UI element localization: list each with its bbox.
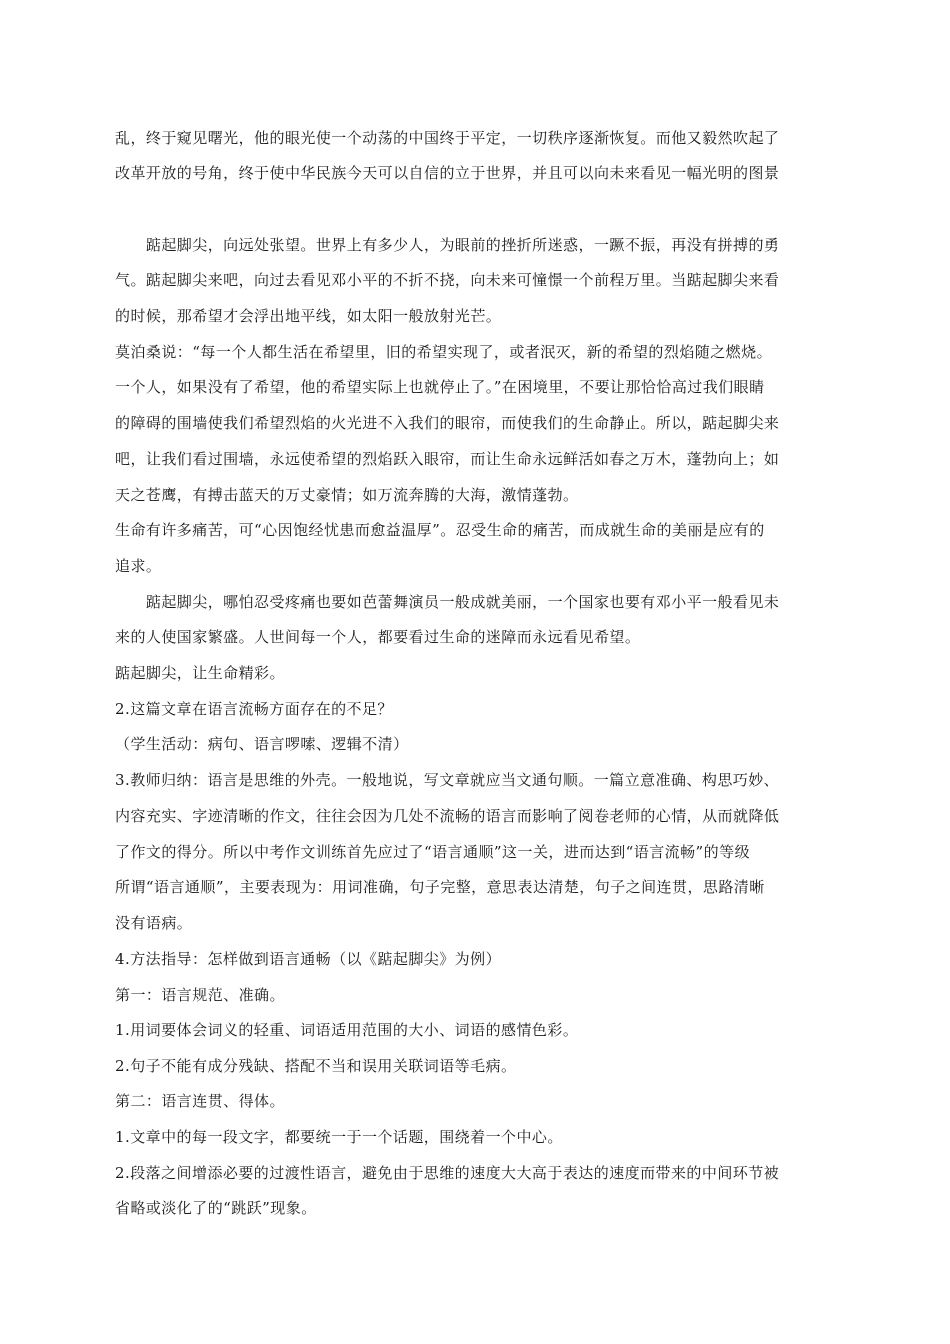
text-line: 气。踮起脚尖来吧，向过去看见邓小平的不折不挠，向未来可憧憬一个前程万里。当踮起脚尖来看 (115, 271, 780, 289)
text-line: 内容充实、字迹清晰的作文，往往会因为几处不流畅的语言而影响了阅卷老师的心情，从而就降低 (115, 807, 780, 825)
text-line: 踮起脚尖，哪怕忍受疼痛也要如芭蕾舞演员一般成就美丽，一个国家也要有邓小平一般看见未 (115, 593, 780, 611)
text-line: 乱，终于窥见曙光，他的眼光使一个动荡的中国终于平定，一切秩序逐渐恢复。而他又毅然吹起了 (115, 129, 780, 147)
text-line: 吧，让我们看过围墙，永远使希望的烈焰跃入眼帘，而让生命永远鲜活如春之万木，蓬勃向上；如 (115, 450, 780, 468)
text-line: 第二：语言连贯、得体。 (115, 1092, 285, 1110)
text-line: 1.用词要体会词义的轻重、词语适用范围的大小、词语的感情色彩。 (115, 1021, 579, 1039)
text-line: （学生活动：病句、语言啰嗦、逻辑不清） (115, 735, 409, 753)
text-line: 莫泊桑说：“每一个人都生活在希望里，旧的希望实现了，或者泯灭，新的希望的烈焰随之燃烧。 (115, 343, 773, 361)
text-line: 省略或淡化了的“跳跃”现象。 (115, 1199, 317, 1217)
text-line: 的障碍的围墙使我们希望烈焰的火光进不入我们的眼帘，而使我们的生命静止。所以，踮起脚尖来 (115, 414, 780, 432)
text-line: 2.段落之间增添必要的过渡性语言，避免由于思维的速度大大高于表达的速度而带来的中间环节被 (115, 1164, 780, 1182)
text-line: 2.这篇文章在语言流畅方面存在的不足？ (115, 700, 393, 718)
text-line: 天之苍鹰，有搏击蓝天的万丈豪情；如万流奔腾的大海，激情蓬勃。 (115, 486, 579, 504)
text-line: 没有语病。 (115, 914, 193, 932)
text-line: 1.文章中的每一段文字，都要统一于一个话题，围绕着一个中心。 (115, 1128, 563, 1146)
text-line: 2.句子不能有成分残缺、搭配不当和误用关联词语等毛病。 (115, 1057, 517, 1075)
text-line: 一个人，如果没有了希望，他的希望实际上也就停止了。”在困境里，不要让那恰恰高过我们眼睛 (115, 378, 765, 396)
text-line: 生命有许多痛苦，可“心因饱经忧患而愈益温厚”。忍受生命的痛苦，而成就生命的美丽是应有的 (115, 521, 765, 539)
text-line: 的时候，那希望才会浮出地平线，如太阳一般放射光芒。 (115, 307, 502, 325)
text-line: 了作文的得分。所以中考作文训练首先应过了“语言通顺”这一关，进而达到“语言流畅”的等级 (115, 843, 751, 861)
text-line: 踮起脚尖，让生命精彩。 (115, 664, 285, 682)
text-line: 改革开放的号角，终于使中华民族今天可以自信的立于世界，并且可以向未来看见一幅光明的图景 (115, 164, 780, 182)
text-line: 3.教师归纳：语言是思维的外壳。一般地说，写文章就应当文通句顺。一篇立意准确、构思巧妙、 (115, 771, 780, 789)
text-line: 第一：语言规范、准确。 (115, 986, 285, 1004)
text-line: 所谓“语言通顺”，主要表现为：用词准确，句子完整，意思表达清楚，句子之间连贯，思路清晰 (115, 878, 765, 896)
text-line: 来的人使国家繁盛。人世间每一个人，都要看过生命的迷障而永远看见希望。 (115, 628, 641, 646)
text-line: 4.方法指导：怎样做到语言通畅（以《踮起脚尖》为例） (115, 950, 502, 968)
text-line: 追求。 (115, 557, 162, 575)
text-line: 踮起脚尖，向远处张望。世界上有多少人，为眼前的挫折所迷惑，一蹶不振，再没有拼搏的勇 (115, 236, 780, 254)
